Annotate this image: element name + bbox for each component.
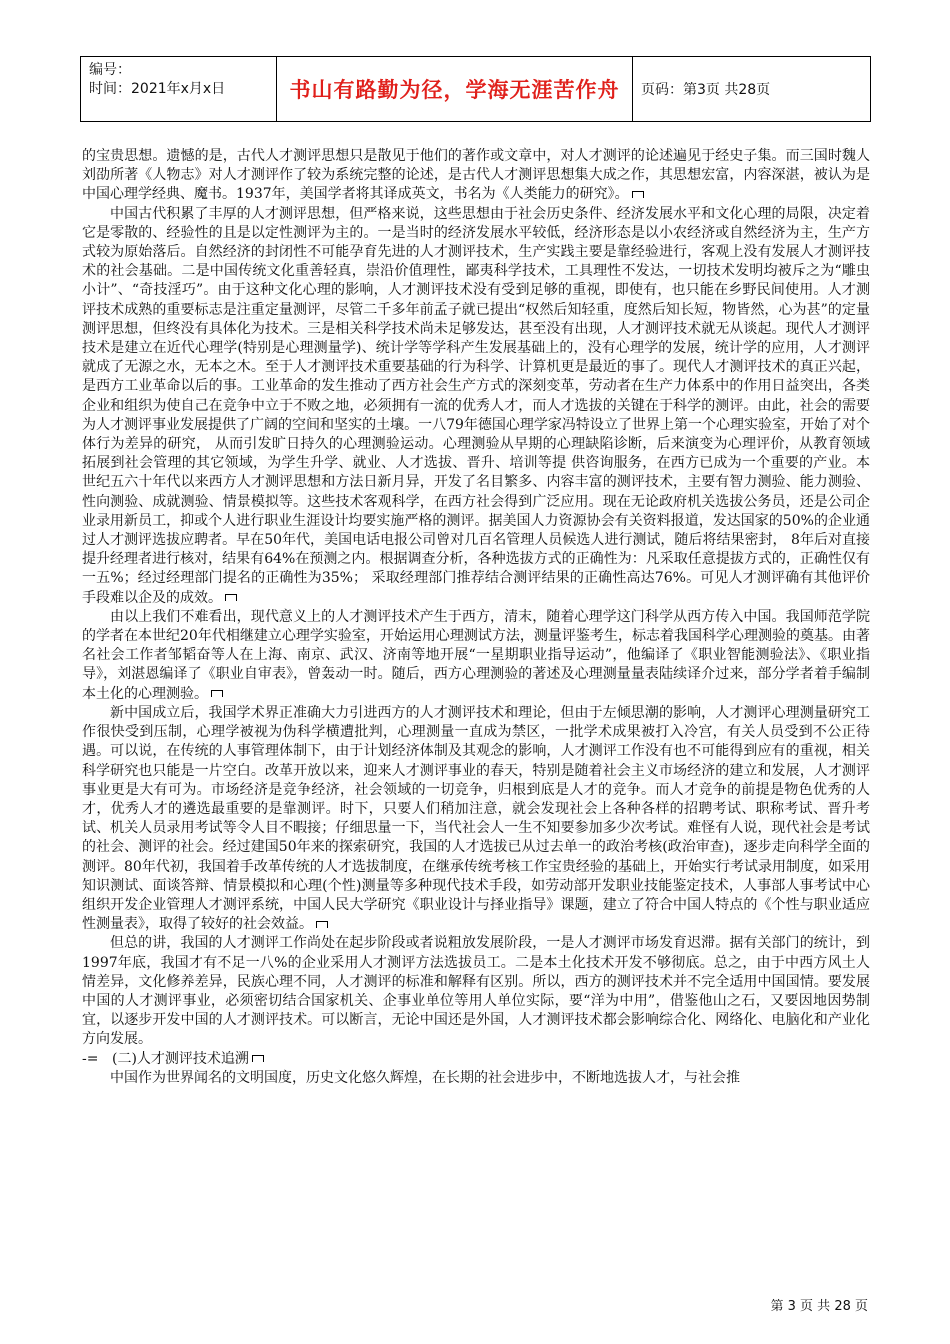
paragraph — [82, 205, 870, 608]
doc-date-label: 时间：2021年x月x日 — [89, 81, 226, 97]
section-heading — [82, 1050, 870, 1069]
section-title: (二)人才测评技术追溯 — [112, 1050, 249, 1067]
paragraph: 中国作为世界闻名的文明国度，历史文化悠久辉煌，在长期的社会进步中，不断地选拔人才，与社会推 — [110, 1069, 740, 1086]
paragraph — [82, 147, 870, 205]
edit-mark-icon — [252, 1055, 264, 1062]
page-header — [80, 56, 871, 122]
header-page-info: 页码：第3页 共28页 — [641, 82, 771, 98]
paragraph-text: 的宝贵思想。遗憾的是，古代人才测评思想只是散见于他们的著作或文章中，对人才测评的论述遍见于经史子集。而三国时魏人刘劭所著《人物志》对人才测评作了较为系统完整的论述，是古代人才测评思想集大成之作，其思想宏富，内容深湛，被认为是中国心理学经典、魔书。1937年，美国学者将其译成英文，书名为《人类能力的研究》。 — [82, 148, 870, 203]
paragraph — [82, 608, 870, 704]
paragraph-text: 由以上我们不难看出，现代意义上的人才测评技术产生于西方，清末，随着心理学这门科学从西方传入中国。我国师范学院的学者在本世纪20年代相继建立心理学实验室，开始运用心理测试方法，测量评鉴考生，标志着我国科学心理测验的奠基。由著名社会工作者邹韬奋等人在上海、南京、武汉、济南等地开展“一星期职业指导运动”，他编译了《职业智能测验法》、《职业指导》，刘湛恩编译了《职业自审表》，曾轰动一时。随后，西方心理测验的著述及心理测量量表陆续译介过来，部分学者着手编制本土化的心理测验。 — [82, 608, 870, 702]
page-footer: 第 3 页 共 28 页 — [770, 1299, 868, 1314]
document-body — [82, 147, 870, 1088]
edit-mark-icon — [316, 921, 328, 928]
header-motto-cell — [277, 57, 633, 121]
paragraph — [82, 704, 870, 934]
paragraph-text: 新中国成立后，我国学术界正准确大力引进西方的人才测评技术和理论，但由于左倾思潮的影响，人才测评心理测量研究工作很快受到压制，心理学被视为伪科学横遭批判，心理测量一直成为禁区，一批学术成果被打入冷宫，有关人员受到不公正待遇。可以说，在传统的人事管理体制下，由于计划经济体制及其观念的影响，人才测评工作没有也不可能得到应有的重视，相关科学研究也只能是一片空白。改革开放以来，迎来人才测评事业的春天，特别是随着社会主义市场经济的建立和发展，人才测评事业更是大有可为。市场经济是竞争经济，社会领域的一切竞争，归根到底是人才的竞争。而人才竞争的前提是物色优秀的人才，优秀人才的遴选最重要的是靠测评。时下，只要人们稍加注意，就会发现社会上各种各样的招聘考试、职称考试、晋升考试、机关人员录用考试等令人目不暇接；仔细思量一下，当代社会人一生不知要参加多少次考试。难怪有人说，现代社会是考试的社会、测评的社会。经过建国50年来的探索研究，我国的人才选拔已从过去单一的政治考核(政治审查)，逐步走向科学全面的测评。80年代初，我国着手改革传统的人才选拔制度，在继承传统考核工作宝贵经验的基础上，开始实行考试录用制度，如采用知识测试、面谈答辩、情景模拟和心理(个性)测量等多种现代技术手段，如劳动部开发职业技能鉴定技术，人事部人事考试中心组织开发企业管理人才测评系统，中国人民大学研究《职业设计与择业指导》课题，建立了符合中国人特点的《个性与职业适应性测量表》，取得了较好的社会效益。 — [82, 704, 870, 933]
edit-mark-icon — [225, 594, 237, 601]
doc-number-label: 编号： — [89, 62, 131, 78]
edit-mark-icon — [211, 690, 223, 697]
edit-mark-icon — [632, 191, 644, 198]
paragraph: 但总的讲，我国的人才测评工作尚处在起步阶段或者说粗放发展阶段，一是人才测评市场发育迟滞。据有关部门的统计，到1997年底，我国才有不足一八%的企业采用人才测评方法选拔员工。二是本土化技术开发不够彻底。总之，由于中西方风土人情差异，文化修养差异，民族心理不同，人才测评的标准和解释有区别。所以，西方的测评技术并不完全适用中国国情。要发展中国的人才测评事业，必须密切结合国家机关、企事业单位等用人单位实际，要“洋为中用”，借鉴他山之石，又要因地因势制宜，以逐步开发中国的人才测评技术。可以断言，无论中国还是外国，人才测评技术都会影响综合化、网络化、电脑化和产业化方向发展。 — [82, 935, 870, 1048]
header-motto: 书山有路勤为径，学海无涯苦作舟 — [289, 78, 620, 102]
header-meta — [81, 57, 277, 121]
section-symbol: -= — [82, 1050, 99, 1067]
paragraph-text: 中国古代积累了丰厚的人才测评思想，但严格来说，这些思想由于社会历史条件、经济发展水平和文化心理的局限，决定着它是零散的、经验性的且是以定性测评为主的。一是当时的经济发展水平较低，经济形态是以小农经济或自然经济为主，生产方式较为原始落后。自然经济的封闭性不可能孕育先进的人才测评技术，生产实践主要是靠经验进行，客观上没有发展人才测评技术的社会基础。二是中国传统文化重善轻真，崇沿价值理性，鄙夷科学技术，工具理性不发达，一切技术发明均被斥之为“雕虫小计”、“奇技淫巧”。由于这种文化心理的影响，人才测评技术没有受到足够的重视，即使有，也只能在乡野民间使用。人才测评技术成熟的重要标志是注重定量测评，尽管二千多年前孟子就已提出“权然后知轻重，度然后知长短，物皆然，心为甚”的定量测评思想，但终没有具体化为技术。三是相关科学技术尚未足够发达，甚至没有出现，人才测评技术就无从谈起。现代人才测评技术是建立在近代心理学(特别是心理测量学)、统计学等学科产生发展基础上的，没有心理学的发展，统计学的应用，人才测评就成了无源之水，无本之木。至于人才测评技术重要基础的行为科学、计算机更是最近的事了。现代人才测评技术的真正兴起，是西方工业革命以后的事。工业革命的发生推动了西方社会生产方式的深刻变革，劳动者在生产力体系中的作用日益突出，各类企业和组织为使自己在竞争中立于不败之地，必须拥有一流的优秀人才，而人才选拔的关键在于科学的测评。由此，社会的需要为人才测评事业发展提供了广阔的空间和坚实的土壤。一八79年德国心理学家冯特设立了世界上第一个心理实验室，开始了对个体行为差异的研究， 从而引发旷日持久的心理测验运动。心理测验从早期的心理缺陷诊断，后来演变为心理评价，从教育领域拓展到社会管理的其它领域，为学生升学、就业、人才选拔、晋升、培训等提 供咨询服务，在西方已成为一个重要的产业。本世纪五六十年代以来西方人才测评思想和方法日新月异，开发了名目繁多、内容丰富的测评技术，主要有智力测验、能力测验、性向测验、成就测验、情景模拟等。这些技术客观科学，在西方社会得到广泛应用。现在无论政府机关选拔公务员，还是公司企业录用新员工，抑或个人进行职业生涯设计均要实施严格的测评。据美国人力资源协会有关资料报道，发达国家的50%的企业通过人才测评选拔应聘者。早在50年代，美国电话电报公司曾对几百名管理人员候选人进行测试，随后将结果密封， 8年后对直接提升经理者进行核对，结果有64%在预测之内。根据调查分析，各种选拔方式的正确性为：凡采取任意提拔方式的，正确性仅有一五%；经过经理部门提名的正确性为35%； 采取经理部门推荐结合测评结果的正确性高达76%。可见人才测评确有其他评价手段难以企及的成效。 — [82, 205, 870, 606]
